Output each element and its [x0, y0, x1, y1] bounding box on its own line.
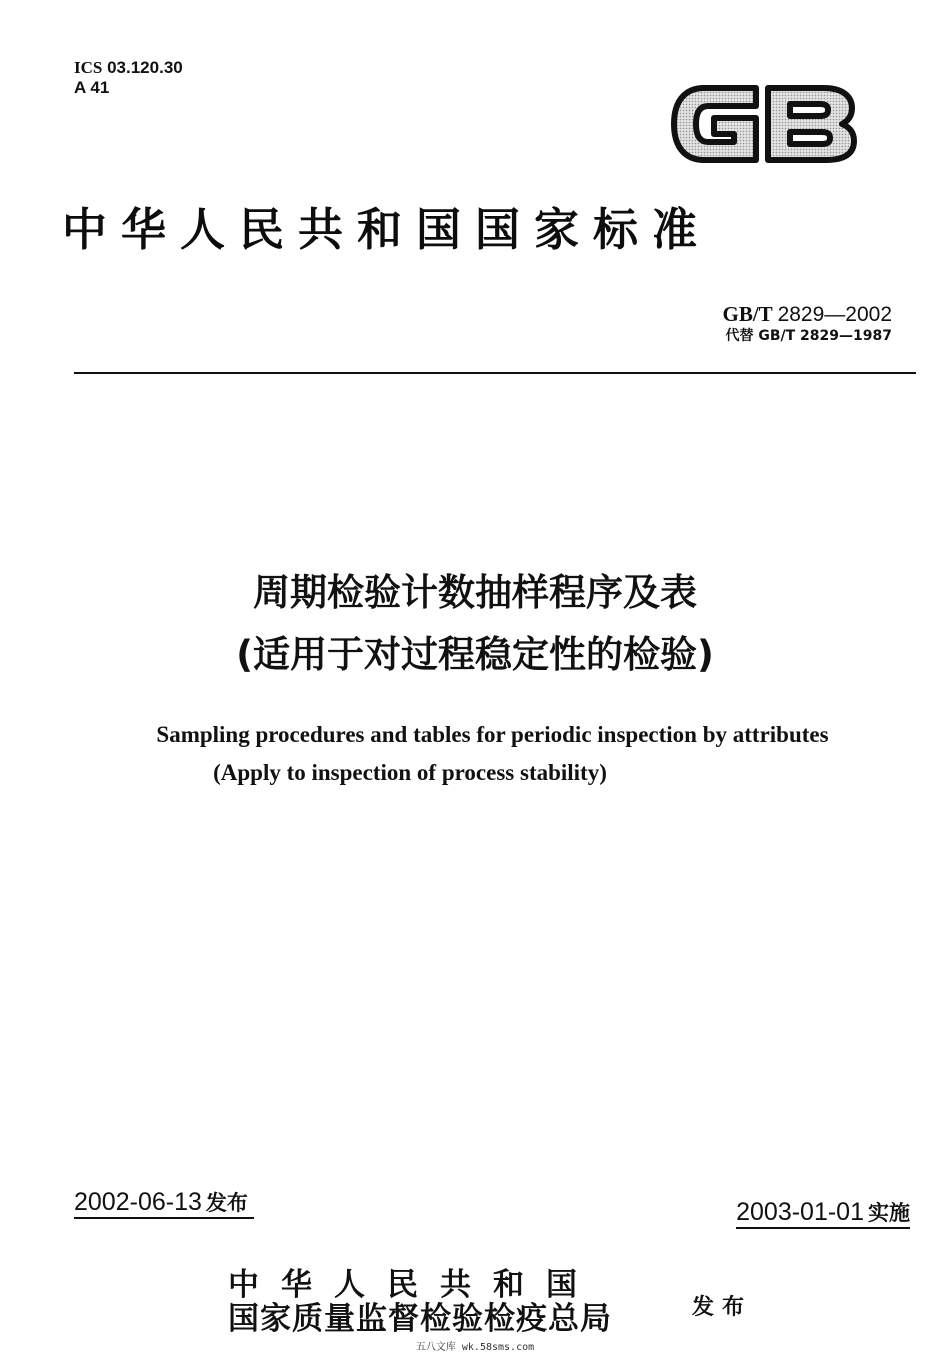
ics-code: ICS 03.120.30 — [74, 58, 183, 77]
title-cn-line2: (适用于对过程稳定性的检验) — [236, 633, 714, 676]
implement-date-underline — [736, 1227, 910, 1229]
implement-date: 2003-01-01 实施 — [736, 1198, 910, 1226]
watermark-text: 五八文库 wk.58sms.com — [415, 1342, 535, 1353]
national-standard-title: 中华人民共和国国家标准 — [62, 203, 712, 256]
standard-code: GB/T 2829—2002 — [722, 302, 892, 326]
header-divider — [74, 372, 916, 374]
logo-letter-g — [674, 88, 756, 160]
title-en-line1: Sampling procedures and tables for periodic inspection by attributes — [156, 722, 829, 747]
issuer-action: 发布 — [692, 1295, 753, 1320]
classification-codes — [74, 58, 183, 98]
replaces-standard: 代替 GB/T 2829—1987 — [725, 328, 892, 344]
issuer-block — [228, 1268, 612, 1336]
gb-logo — [664, 76, 862, 172]
title-cn-line1: 周期检验计数抽样程序及表 — [253, 571, 697, 614]
standard-number-block — [723, 302, 893, 345]
issuer-line2: 国家质量监督检验检疫总局 — [228, 1301, 612, 1337]
publish-date-underline — [74, 1217, 254, 1219]
issuer-line1: 中华人民共和国 — [228, 1267, 599, 1303]
publish-date: 2002-06-13 发布 — [74, 1188, 248, 1216]
title-en-line2: (Apply to inspection of process stability) — [213, 760, 607, 785]
logo-letter-b — [768, 88, 854, 160]
ccs-code: A 41 — [74, 78, 110, 97]
